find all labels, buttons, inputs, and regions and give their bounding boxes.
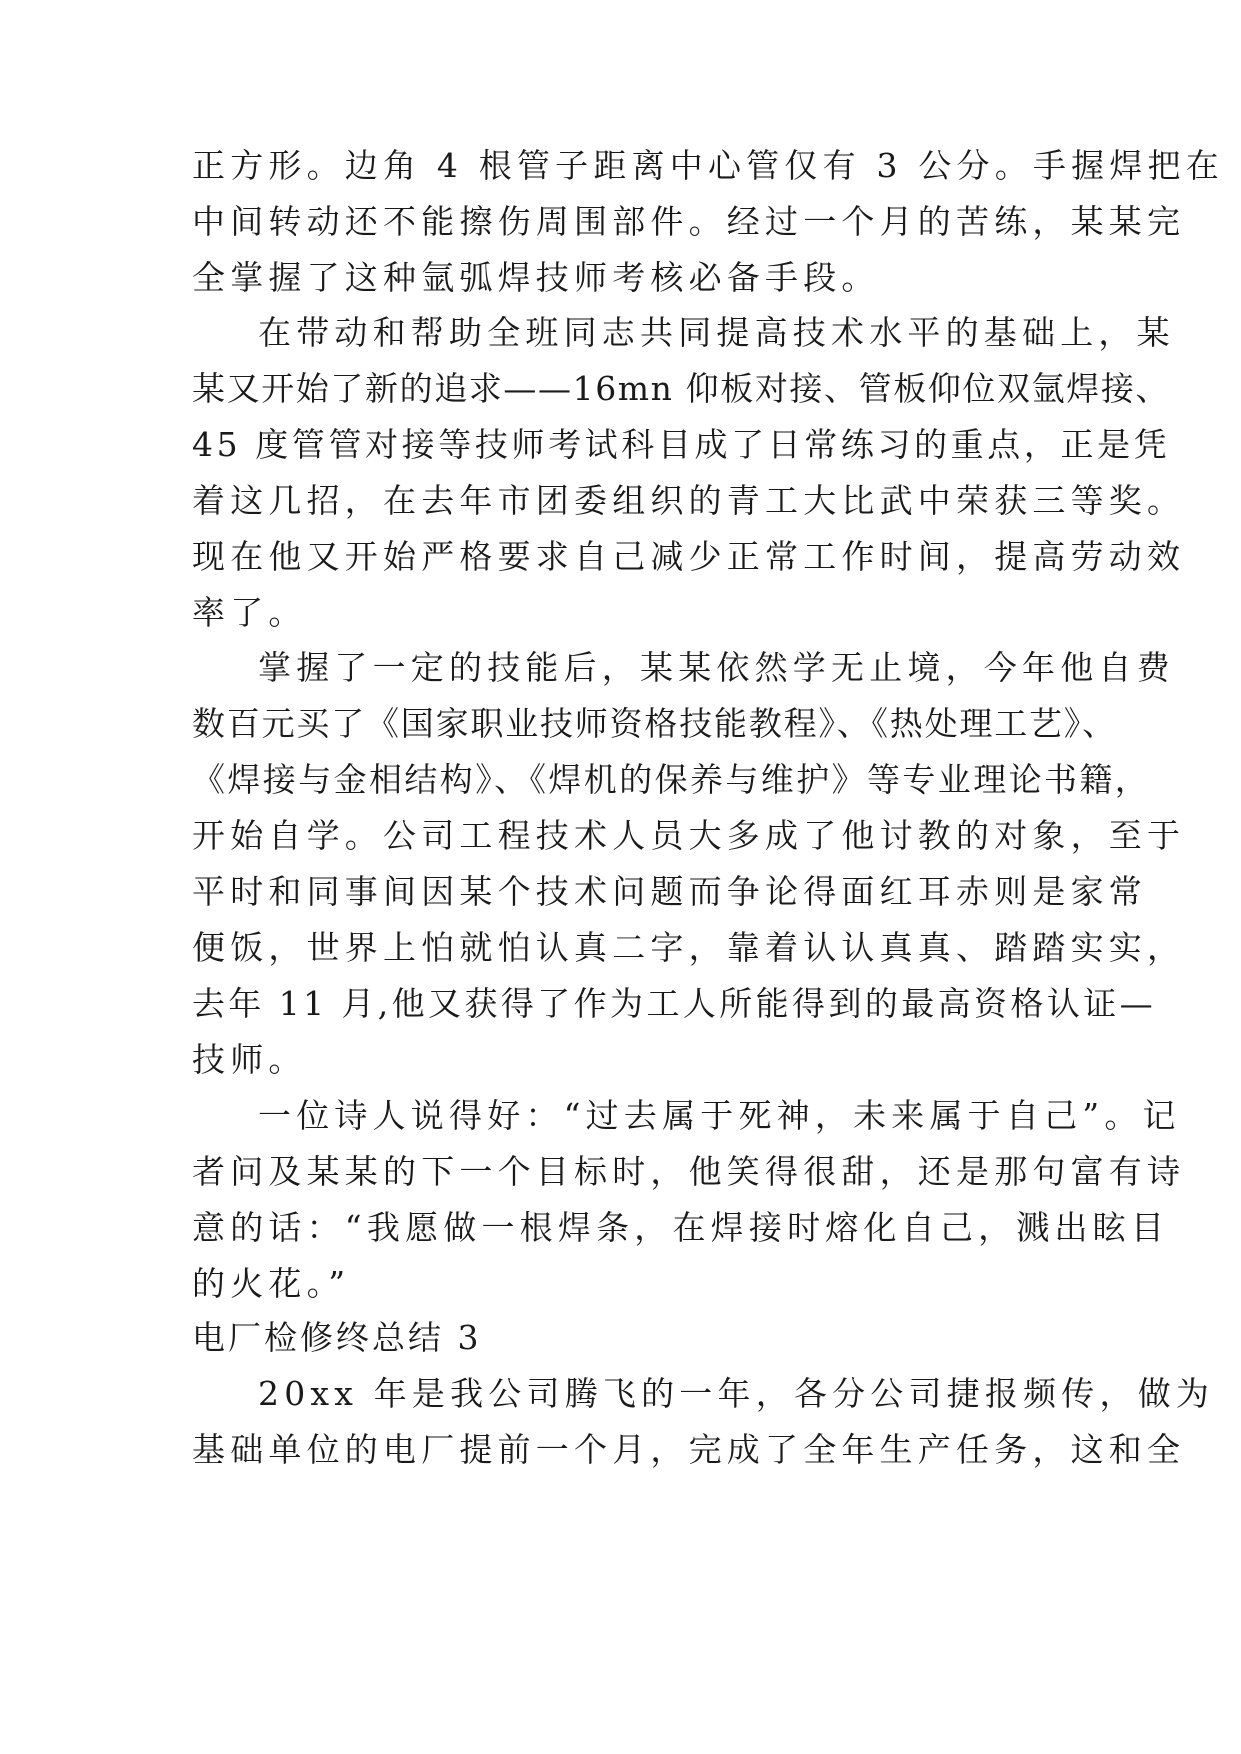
paragraph-4-line-2: 者问及某某的下一个目标时，他笑得很甜，还是那句富有诗 xyxy=(192,1152,1186,1191)
paragraph-1-line-1: 正方形。边角 4 根管子距离中心管仅有 3 公分。手握焊把在 xyxy=(192,146,1224,185)
paragraph-4-line-3: 意的话：“我愿做一根焊条，在焊接时熔化自己，溅出眩目 xyxy=(192,1208,1170,1247)
paragraph-3-line-2: 数百元买了《国家职业技师资格技能教程》、《热处理工艺》、 xyxy=(192,704,1117,743)
paragraph-1-line-3: 全掌握了这种氩弧焊技师考核必备手段。 xyxy=(192,258,880,297)
paragraph-2-line-3: 45 度管管对接等技师考试科目成了日常练习的重点，正是凭 xyxy=(192,425,1171,464)
paragraph-2-line-4: 着这几招，在去年市团委组织的青工大比武中荣获三等奖。 xyxy=(192,481,1186,520)
paragraph-3-line-6: 便饭，世界上怕就怕认真二字，靠着认认真真、踏踏实实， xyxy=(192,928,1186,967)
paragraph-3-line-1: 掌握了一定的技能后，某某依然学无止境，今年他自费 xyxy=(258,648,1175,687)
paragraph-3-line-5: 平时和同事间因某个技术问题而争论得面红耳赤则是家常 xyxy=(192,872,1147,911)
paragraph-3-line-4: 开始自学。公司工程技术人员大多成了他讨教的对象，至于 xyxy=(192,816,1186,855)
paragraph-4-line-4: 的火花。” xyxy=(192,1264,351,1303)
paragraph-2-line-6: 率了。 xyxy=(192,593,307,632)
paragraph-3-line-7: 去年 11 月,他又获得了作为工人所能得到的最高资格认证— xyxy=(192,984,1157,1023)
paragraph-3-line-8: 技师。 xyxy=(192,1040,307,1079)
paragraph-2-line-1: 在带动和帮助全班同志共同提高技术水平的基础上，某 xyxy=(258,313,1175,352)
paragraph-1-line-2: 中间转动还不能擦伤周围部件。经过一个月的苦练，某某完 xyxy=(192,202,1186,241)
paragraph-2-line-5: 现在他又开始严格要求自己减少正常工作时间，提高劳动效 xyxy=(192,537,1186,576)
paragraph-2-line-2: 某又开始了新的追求——16mn 仰板对接、管板仰位双氩焊接、 xyxy=(192,369,1171,408)
closing-paragraph-line-2: 基础单位的电厂提前一个月，完成了全年生产任务，这和全 xyxy=(192,1430,1186,1469)
section-title: 电厂检修终总结 3 xyxy=(192,1318,482,1357)
paragraph-4-line-1: 一位诗人说得好：“过去属于死神，未来属于自己”。记 xyxy=(258,1096,1181,1135)
paragraph-3-line-3: 《焊接与金相结构》、《焊机的保养与维护》等专业理论书籍， xyxy=(192,760,1151,799)
closing-paragraph-line-1: 20xx 年是我公司腾飞的一年，各分公司捷报频传，做为 xyxy=(258,1374,1215,1413)
